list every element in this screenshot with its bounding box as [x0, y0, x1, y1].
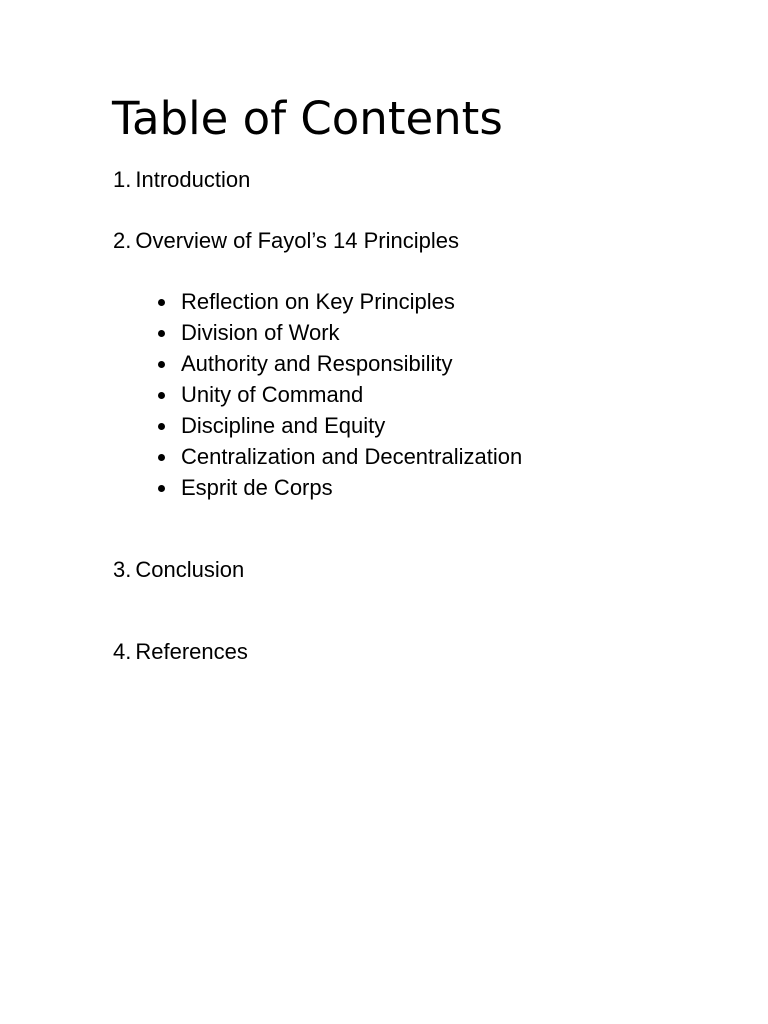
- list-item: [158, 443, 522, 474]
- list-item-label: Division of Work: [181, 320, 340, 345]
- entry-label: Conclusion: [135, 557, 245, 582]
- list-item-label: Unity of Command: [181, 382, 364, 407]
- bullet-icon: [158, 454, 165, 461]
- list-item-label: Authority and Responsibility: [181, 351, 453, 376]
- toc-entry-overview: [113, 227, 459, 255]
- list-item: [158, 288, 522, 319]
- entry-number: 2.: [113, 228, 132, 253]
- list-item-label: Discipline and Equity: [181, 413, 386, 438]
- bullet-icon: [158, 330, 165, 337]
- list-item-label: Esprit de Corps: [181, 475, 333, 500]
- entry-number: 1.: [113, 167, 132, 192]
- list-item: [158, 412, 522, 443]
- toc-entry-conclusion: [113, 556, 244, 584]
- bullet-icon: [158, 392, 165, 399]
- list-item: [158, 474, 522, 505]
- toc-entry-references: [113, 638, 248, 666]
- principles-sublist: [158, 288, 522, 505]
- bullet-icon: [158, 485, 165, 492]
- entry-number: 4.: [113, 639, 132, 664]
- list-item: [158, 319, 522, 350]
- bullet-icon: [158, 299, 165, 306]
- page-title: Table of Contents: [112, 92, 503, 145]
- list-item-label: Centralization and Decentralization: [181, 444, 523, 469]
- entry-label: Introduction: [135, 167, 251, 192]
- list-item: [158, 350, 522, 381]
- entry-label: References: [135, 639, 248, 664]
- list-item: [158, 381, 522, 412]
- toc-entry-introduction: [113, 166, 250, 194]
- entry-number: 3.: [113, 557, 132, 582]
- bullet-icon: [158, 361, 165, 368]
- entry-label: Overview of Fayol’s 14 Principles: [135, 228, 459, 253]
- bullet-icon: [158, 423, 165, 430]
- list-item-label: Reflection on Key Principles: [181, 289, 455, 314]
